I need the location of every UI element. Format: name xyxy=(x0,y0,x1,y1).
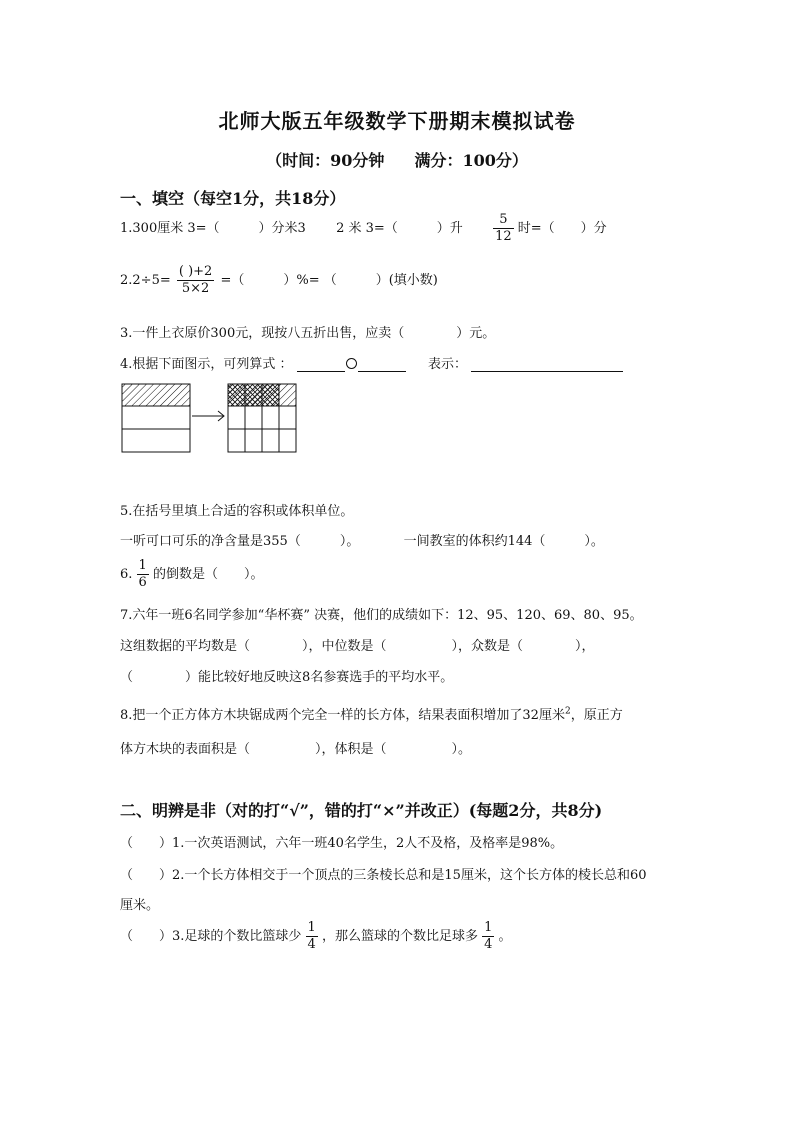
question-7-line1: 7.六年一班6名同学参加“华杯赛” 决赛，他们的成绩如下：12、95、120、69、80、95。 xyxy=(120,608,643,623)
q4-middle: 表示： xyxy=(427,357,467,372)
tf-q3-fraction-1: $\frac{1}{4}$ xyxy=(307,920,316,952)
q1-part-c: 时=（ ）分 xyxy=(517,221,607,236)
q1-part-b: 2 米 3=（ ）升 xyxy=(336,221,463,236)
q8-superscript: 2 xyxy=(564,706,571,717)
tf-q3-fraction-2: $\frac{1}{4}$ xyxy=(484,920,493,952)
section1-heading: 一、填空（每空1分，共18分） xyxy=(120,189,346,208)
q4-blank-2[interactable] xyxy=(358,359,406,372)
section2-heading: 二、明辨是非（对的打“√”，错的打“×”并改正）(每题2分，共8分) xyxy=(120,801,603,820)
question-8-line2: 体方木块的表面积是（ ），体积是（ ）。 xyxy=(120,742,472,757)
q5-part-b: 一间教室的体积约144（ ）。 xyxy=(403,534,604,549)
tf-q3-suffix: 。 xyxy=(498,929,512,944)
q5-part-a: 一听可口可乐的净含量是355（ ）。 xyxy=(120,534,360,549)
q8-line1-suffix: ，原正方 xyxy=(570,708,623,723)
q6-fraction: $\frac{1}{6}$ xyxy=(138,558,147,590)
q2-prefix: 2.2÷5= xyxy=(120,273,171,288)
diagram-left-rectangle xyxy=(122,384,190,452)
question-5: 5.在括号里填上合适的容积或体积单位。 xyxy=(120,504,354,519)
tf-question-1: （ ）1.一次英语测试，六年一班40名学生，2人不及格，及格率是98%。 xyxy=(120,836,564,851)
exam-info xyxy=(0,148,794,171)
q4-blank-3[interactable] xyxy=(471,359,623,372)
question-4 xyxy=(120,353,623,372)
score-label: 满分：100分） xyxy=(414,151,528,170)
question-2 xyxy=(120,264,438,297)
page-title: 北师大版五年级数学下册期末模拟试卷 xyxy=(218,109,576,133)
question-8-line1 xyxy=(120,704,623,723)
q6-suffix: 的倒数是（ ）。 xyxy=(152,567,264,582)
question-6 xyxy=(120,558,263,591)
q1-fraction: $\frac{5}{12}$ xyxy=(495,212,512,244)
tf-question-3 xyxy=(120,920,512,953)
question-1 xyxy=(120,212,607,245)
q8-line1-prefix: 8.把一个正方体方木块锯成两个完全一样的长方体，结果表面积增加了32厘米 xyxy=(120,708,565,723)
diagram-right-grid xyxy=(228,384,296,452)
tf-q3-middle: ，那么篮球的个数比足球多 xyxy=(321,929,478,944)
q2-fraction: $\frac{( )+2}{5\times 2}$ xyxy=(178,264,213,296)
circle-icon[interactable] xyxy=(346,358,357,369)
question-5-parts xyxy=(120,530,604,549)
tf-question-2-line1: （ ）2.一个长方体相交于一个顶点的三条棱长总和是15厘米，这个长方体的棱长总和60 xyxy=(120,868,647,883)
arrow-right-icon xyxy=(192,411,224,421)
question-7-line2: 这组数据的平均数是（ ），中位数是（ ），众数是（ ）， xyxy=(120,639,595,654)
tf-question-2-line2: 厘米。 xyxy=(120,898,160,913)
time-label: （时间：90分钟 xyxy=(266,151,385,170)
q6-prefix: 6. xyxy=(120,567,133,582)
q4-blank-1[interactable] xyxy=(297,359,345,372)
q1-part-a: 1.300厘米 3=（ ）分米3 xyxy=(120,221,306,236)
q2-suffix: =（ ）%= （ ）(填小数) xyxy=(220,273,438,288)
question-7-line3: （ ）能比较好地反映这8名参赛选手的平均水平。 xyxy=(120,670,454,685)
q4-prefix: 4.根据下面图示，可列算式 ： xyxy=(120,357,293,372)
fraction-diagram xyxy=(120,382,300,454)
tf-q3-prefix: （ ）3.足球的个数比篮球少 xyxy=(120,929,302,944)
question-3: 3.一件上衣原价300元，现按八五折出售，应卖（ ）元。 xyxy=(120,326,496,341)
